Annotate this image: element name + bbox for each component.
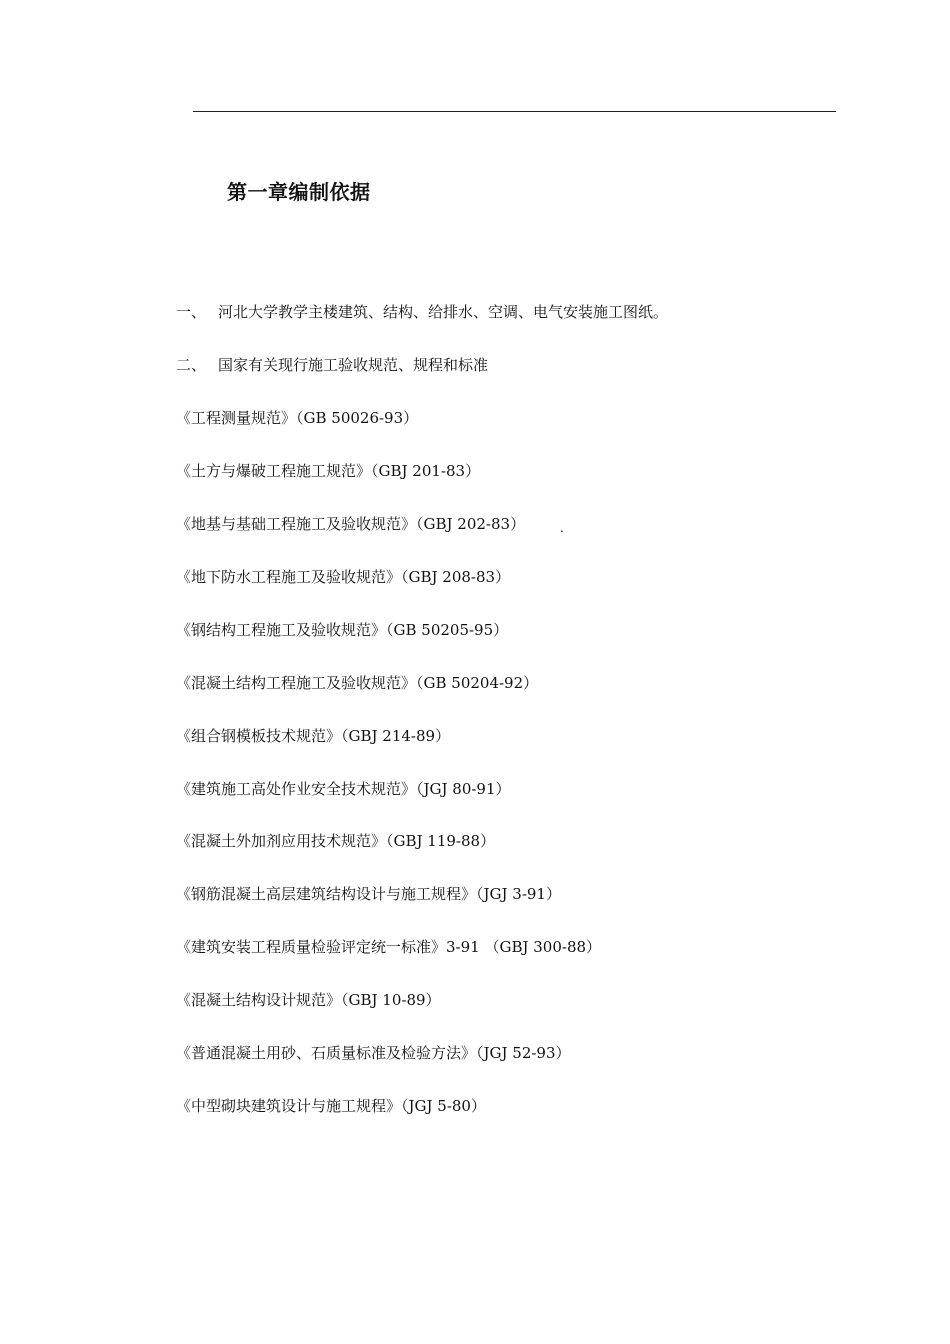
standard-item: 《混凝土结构设计规范》（GBJ 10-89） bbox=[176, 991, 441, 1009]
standard-item: 《建筑施工高处作业安全技术规范》（JGJ 80-91） bbox=[176, 780, 511, 798]
standard-item: 《钢结构工程施工及验收规范》（GB 50205-95） bbox=[176, 621, 509, 639]
header-rule bbox=[193, 111, 836, 112]
list-item bbox=[176, 302, 668, 322]
standard-item: 《普通混凝土用砂、石质量标准及检验方法》（JGJ 52-93） bbox=[176, 1044, 571, 1062]
item-number: 一、 bbox=[176, 303, 207, 321]
item-text: 河北大学教学主楼建筑、结构、给排水、空调、电气安装施工图纸。 bbox=[218, 303, 669, 321]
standard-item: 《组合钢模板技术规范》（GBJ 214-89） bbox=[176, 727, 451, 745]
standard-item: 《土方与爆破工程施工规范》（GBJ 201-83） bbox=[176, 462, 481, 480]
list-item bbox=[176, 355, 488, 375]
standard-item: 《中型砌块建筑设计与施工规程》（JGJ 5-80） bbox=[176, 1097, 486, 1115]
item-number: 二、 bbox=[176, 356, 207, 374]
standard-item: 《钢筋混凝土高层建筑结构设计与施工规程》（JGJ 3-91） bbox=[176, 885, 561, 903]
standard-item: 《工程测量规范》（GB 50026-93） bbox=[176, 409, 419, 427]
stray-mark: . bbox=[560, 521, 564, 535]
standard-item: 《地下防水工程施工及验收规范》（GBJ 208-83） bbox=[176, 568, 511, 586]
standard-item: 《地基与基础工程施工及验收规范》（GBJ 202-83） bbox=[176, 515, 526, 533]
standard-item: 《混凝土结构工程施工及验收规范》（GB 50204-92） bbox=[176, 674, 539, 692]
standard-item: 《建筑安装工程质量检验评定统一标准》3-91 （GBJ 300-88） bbox=[176, 938, 602, 956]
item-text: 国家有关现行施工验收规范、规程和标准 bbox=[218, 356, 489, 374]
chapter-title: 第一章编制依据 bbox=[227, 180, 371, 204]
standard-item: 《混凝土外加剂应用技术规范》（GBJ 119-88） bbox=[176, 832, 496, 850]
